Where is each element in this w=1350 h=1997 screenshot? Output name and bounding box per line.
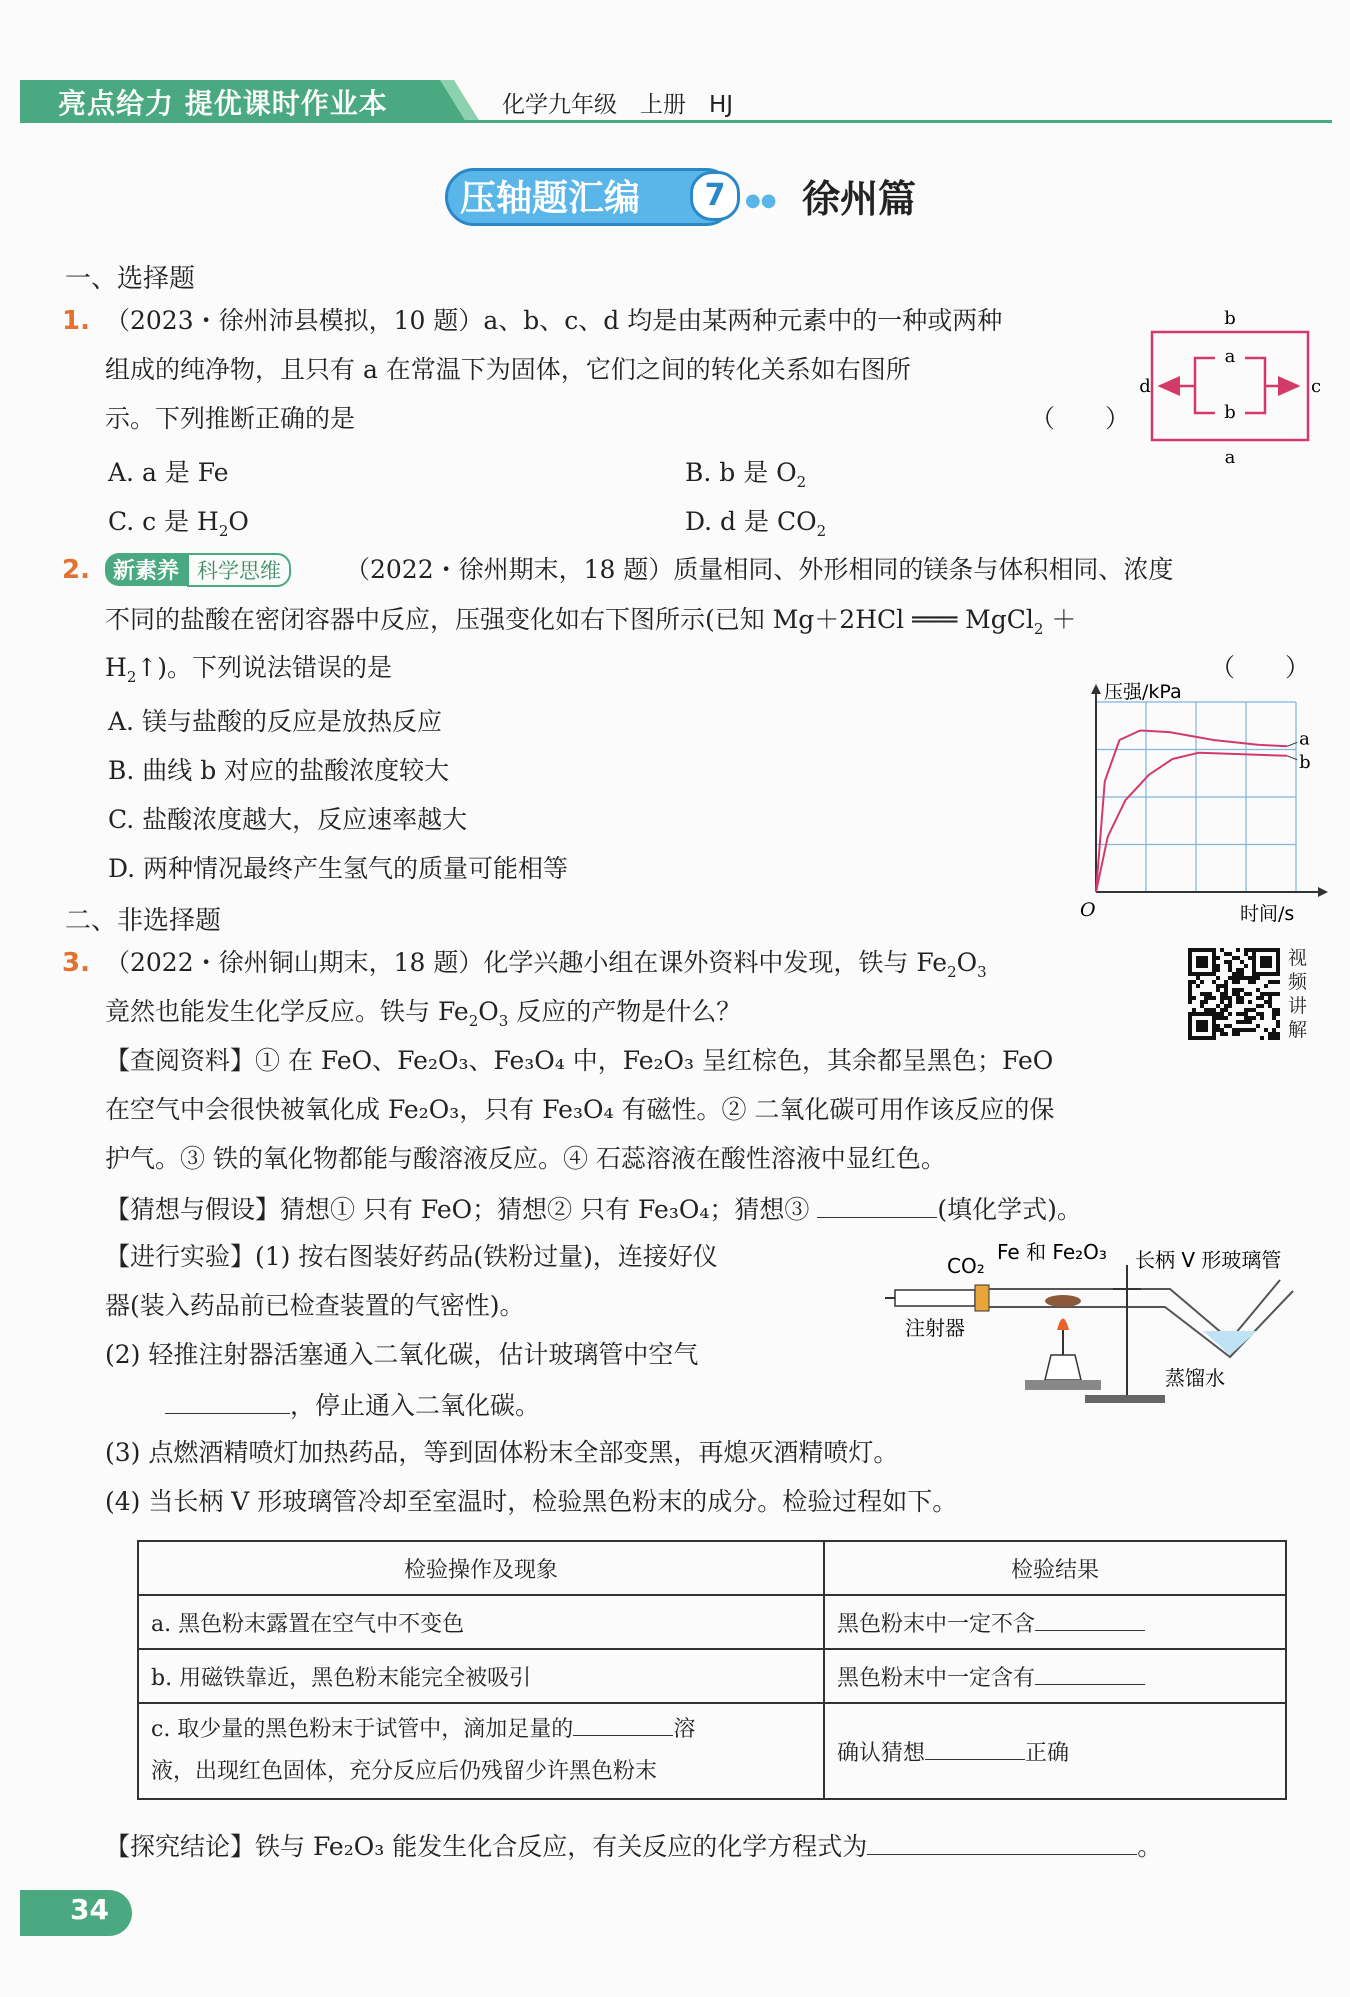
series-label-a: a <box>1299 728 1310 750</box>
apparatus-water-label: 蒸馏水 <box>1165 1366 1225 1390</box>
q3-info-line3: 护气。③ 铁的氧化物都能与酸溶液反应。④ 石蕊溶液在酸性溶液中显红色。 <box>105 1144 946 1173</box>
diagram-label-top: b <box>1224 308 1236 329</box>
q2-number: 2. <box>62 555 90 585</box>
table-op-b: b. 用磁铁靠近，黑色粉末能完全被吸引 <box>138 1649 824 1703</box>
q3-info-line1: 【查阅资料】① 在 FeO、Fe₂O₃、Fe₃O₄ 中，Fe₂O₃ 呈红棕色，其余都呈黑色；FeO <box>105 1046 1054 1075</box>
q2-tag <box>105 553 291 587</box>
q1-option-a: A. a 是 Fe <box>108 458 229 487</box>
brand-title: 亮点给力 提优课时作业本 <box>58 87 388 120</box>
experiment-apparatus <box>885 1235 1330 1415</box>
table-header-result: 检验结果 <box>824 1541 1286 1595</box>
apparatus-tube-label: 长柄 V 形玻璃管 <box>1135 1248 1282 1272</box>
q2-answer-paren: （ ） <box>1210 653 1311 682</box>
q2-line2: 不同的盐酸在密闭容器中反应，压强变化如右下图所示(已知 Mg＋2HCl ═══ MgCl$_2$ ＋ <box>105 605 1077 638</box>
origin-label: O <box>1080 899 1096 921</box>
section-choice: 一、选择题 <box>65 264 196 294</box>
x-axis-label: 时间/s <box>1240 903 1295 925</box>
tube-stopper <box>975 1285 989 1311</box>
table-res-a: 黑色粉末中一定不含 <box>824 1595 1286 1649</box>
q1-option-b: B. b 是 $O_2$ <box>685 458 807 491</box>
x-axis-arrow <box>1318 887 1328 897</box>
q3-number: 3. <box>62 948 90 978</box>
blank-op-c[interactable] <box>573 1711 673 1736</box>
q1-option-c: C. c 是 $H_2O$ <box>108 507 249 540</box>
pressure-chart <box>1060 680 1330 925</box>
equation-blank[interactable] <box>867 1830 1137 1855</box>
table-row <box>138 1703 1286 1799</box>
diagram-label-inner-top: a <box>1224 346 1236 367</box>
apparatus-co2-label: CO₂ <box>947 1254 985 1278</box>
q3-guess: 【猜想与假设】猜想① 只有 FeO；猜想② 只有 Fe₃O₄；猜想③ (填化学式)。 <box>105 1195 1082 1224</box>
syringe-body <box>895 1290 975 1306</box>
q1-number: 1. <box>62 306 90 336</box>
q3-exp3: (3) 点燃酒精喷灯加热药品，等到固体粉末全部变黑，再熄灭酒精喷灯。 <box>105 1438 899 1467</box>
q3-line2: 竟然也能发生化学反应。铁与 $Fe_2O_3$ 反应的产物是什么？ <box>105 997 742 1030</box>
powder-sample <box>1045 1295 1081 1307</box>
q1-line1: （2023・徐州沛县模拟，10 题）a、b、c、d 均是由某两种元素中的一种或两种 <box>105 306 1003 335</box>
apparatus-reagent-label: Fe 和 Fe₂O₃ <box>997 1240 1107 1264</box>
series-label-b: b <box>1299 751 1311 773</box>
table-op-c: c. 取少量的黑色粉末于试管中，滴加足量的 溶 液，出现红色固体，充分反应后仍残留少许黑色粉末 <box>138 1703 824 1799</box>
q1-line2: 组成的纯净物，且只有 a 在常温下为固体，它们之间的转化关系如右图所 <box>105 355 911 384</box>
page-title: 压轴题汇编 <box>460 178 641 219</box>
q2-option-c: C. 盐酸浓度越大，反应速率越大 <box>108 805 468 834</box>
title-city: 徐州篇 <box>802 176 917 221</box>
table-op-a: a. 黑色粉末露置在空气中不变色 <box>138 1595 824 1649</box>
q2-option-a: A. 镁与盐酸的反应是放热反应 <box>108 707 442 736</box>
diagram-label-right: c <box>1310 376 1322 397</box>
q3-conclusion: 【探究结论】铁与 Fe₂O₃ 能发生化合反应，有关反应的化学方程式为 。 <box>105 1832 1163 1861</box>
table-row <box>138 1649 1286 1703</box>
q3-exp1-line1: 【进行实验】(1) 按右图装好药品(铁粉过量)，连接好仪 <box>105 1242 718 1271</box>
tag-new-literacy: 新素养 <box>105 553 187 586</box>
guess-blank[interactable] <box>817 1193 937 1218</box>
blank-res-b[interactable] <box>1035 1660 1145 1685</box>
qr-video-label: 视频讲解 <box>1288 947 1308 1041</box>
q1-conversion-diagram <box>1140 300 1320 470</box>
q3-line1: （2022・徐州铜山期末，18 题）化学兴趣小组在课外资料中发现，铁与 $Fe_2O_3$ <box>105 948 987 981</box>
q1-option-d: D. d 是 $CO_2$ <box>685 507 827 540</box>
title-dots: ●● <box>745 190 777 211</box>
table-row <box>138 1595 1286 1649</box>
q3-info-line2: 在空气中会很快被氧化成 Fe₂O₃，只有 Fe₃O₄ 有磁性。② 二氧化碳可用作该反应的保 <box>105 1095 1055 1124</box>
tag-science-thinking: 科学思维 <box>187 553 291 587</box>
chart-grid <box>1096 702 1296 892</box>
table-res-b: 黑色粉末中一定含有 <box>824 1649 1286 1703</box>
q1-answer-paren: （ ） <box>1030 404 1131 433</box>
q3-exp2-line1: (2) 轻推注射器活塞通入二氧化碳，估计玻璃管中空气 <box>105 1340 699 1369</box>
page-number: 34 <box>70 1893 109 1926</box>
blank-res-c[interactable] <box>925 1735 1025 1760</box>
q2-line1: （2022・徐州期末，18 题）质量相同、外形相同的镁条与体积相同、浓度 <box>345 555 1174 584</box>
diagram-label-left: d <box>1139 376 1151 397</box>
result-table <box>137 1540 1287 1800</box>
y-axis-arrow <box>1091 684 1101 694</box>
flame <box>1057 1319 1069 1331</box>
alcohol-lamp <box>1045 1355 1081 1380</box>
table-header-op: 检验操作及现象 <box>138 1541 824 1595</box>
subject-label: 化学九年级 上册 HJ <box>502 92 734 118</box>
apparatus-syringe-label: 注射器 <box>905 1316 965 1340</box>
series-line-b <box>1096 753 1287 892</box>
title-number: 7 <box>690 171 740 221</box>
qr-code-icon[interactable] <box>1188 948 1280 1040</box>
diagram-label-bottom: a <box>1224 447 1236 468</box>
diagram-label-inner-bottom: b <box>1224 402 1236 423</box>
blank-res-a[interactable] <box>1035 1606 1145 1631</box>
q1-line3: 示。下列推断正确的是 <box>105 404 356 433</box>
q2-line3: $H_2↑$)。下列说法错误的是 <box>105 653 393 686</box>
y-axis-label: 压强/kPa <box>1104 681 1182 703</box>
q3-exp4: (4) 当长柄 V 形玻璃管冷却至室温时，检验黑色粉末的成分。检验过程如下。 <box>105 1487 958 1516</box>
table-res-c: 确认猜想 正确 <box>824 1703 1286 1799</box>
section-nonchoice: 二、非选择题 <box>65 906 222 936</box>
chart-series <box>1096 728 1311 892</box>
q2-option-b: B. 曲线 b 对应的盐酸浓度较大 <box>108 756 450 785</box>
q3-exp1-line2: 器(装入药品前已检查装置的气密性)。 <box>105 1291 525 1320</box>
air-blank[interactable] <box>165 1389 290 1414</box>
q3-exp2-line2: ，停止通入二氧化碳。 <box>165 1389 540 1421</box>
q2-option-d: D. 两种情况最终产生氢气的质量可能相等 <box>108 854 569 883</box>
